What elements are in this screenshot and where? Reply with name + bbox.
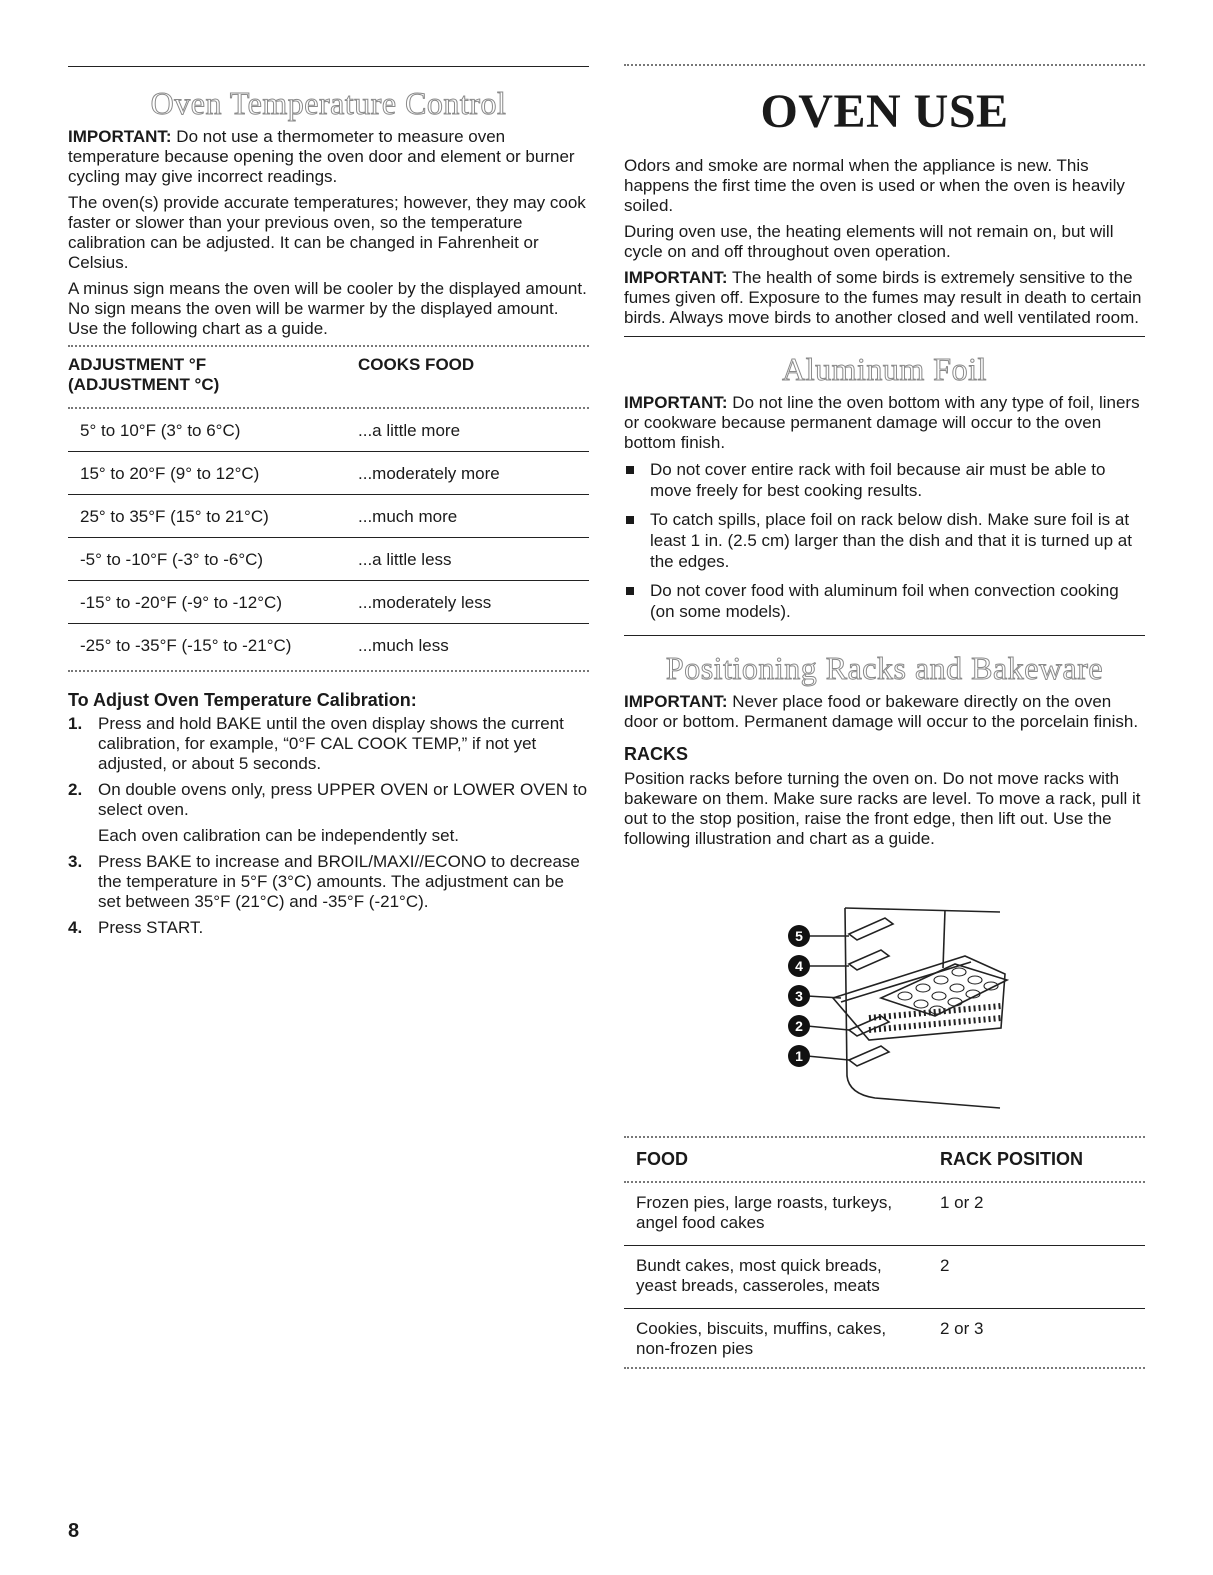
adjustment-cell: 25° to 35°F (15° to 21°C): [80, 507, 269, 526]
rack-number-label: 3: [795, 988, 803, 1004]
adjustment-header-f: ADJUSTMENT °F: [68, 355, 207, 374]
rack-number-label: 5: [795, 928, 803, 944]
food-header: FOOD: [636, 1149, 688, 1169]
food-line: non-frozen pies: [636, 1339, 754, 1358]
rack-number-label: 1: [795, 1048, 803, 1064]
foil-bullet: [624, 580, 1145, 622]
important-note: [68, 127, 589, 187]
calibration-table-body: [68, 409, 589, 656]
bullet-text: To catch spills, place foil on rack below dish. Make sure foil is at least 1 in. (2.5 cm) larger than the dish and that it is turned up at the edges.: [650, 510, 1132, 571]
food-cell: [636, 1319, 940, 1359]
cooks-food-cell: ...moderately less: [358, 593, 492, 612]
racks-important: [624, 692, 1145, 732]
adjustment-cell: -5° to -10°F (-3° to -6°C): [80, 550, 264, 569]
cooks-food-cell: ...a little more: [358, 421, 461, 440]
cooks-food-cell: ...moderately more: [358, 464, 500, 483]
important-label: IMPORTANT:: [624, 692, 728, 711]
calibration-step: [68, 826, 589, 846]
adjustment-cell: -15° to -20°F (-9° to -12°C): [80, 593, 282, 612]
rack-table-row: [624, 1183, 1145, 1233]
foil-bullet-list: [624, 459, 1145, 622]
top-rule: [68, 66, 589, 67]
racks-heading: RACKS: [624, 744, 689, 764]
important-birds: [624, 268, 1145, 328]
important-label: IMPORTANT:: [624, 268, 728, 287]
step-number: 2.: [68, 780, 83, 799]
oven-top-edge: [845, 908, 1000, 912]
rack-table-bottom-divider: [624, 1367, 1145, 1369]
food-line: Cookies, biscuits, muffins, cakes,: [636, 1319, 887, 1338]
section-title-aluminum-foil: Aluminum Foil: [782, 351, 987, 387]
food-line: angel food cakes: [636, 1213, 765, 1232]
right-column: [624, 64, 1145, 849]
bullet-square-icon: [626, 516, 634, 524]
calibration-table-header: [68, 347, 589, 395]
rack-position-cell: 2 or 3: [940, 1319, 984, 1338]
adjustment-cell: -25° to -35°F (-15° to -21°C): [80, 636, 292, 655]
top-rule-dotted: [624, 64, 1145, 66]
rack-position-cell: 2: [940, 1256, 950, 1275]
page-title: OVEN USE: [760, 85, 1009, 138]
rack-3-grid-front: [869, 1018, 1001, 1030]
rack-guide-5: [849, 918, 893, 940]
left-column: [68, 66, 589, 938]
section-title-temperature-control: Oven Temperature Control: [150, 85, 507, 121]
step-text: Each oven calibration can be independently set.: [98, 826, 460, 845]
food-line: yeast breads, casseroles, meats: [636, 1276, 880, 1295]
oven-back-corner: [943, 910, 945, 968]
calibration-row: [68, 451, 589, 484]
rack-number-label: 2: [795, 1018, 803, 1034]
step-text: Press START.: [98, 918, 204, 937]
step-number: 3.: [68, 852, 83, 871]
step-text: Press and hold BAKE until the oven display shows the current calibration, for example, “0°F CAL COOK TEMP,” if not yet adjusted, or about 5 seconds.: [98, 714, 564, 773]
calibration-row: [68, 623, 589, 656]
adjustment-header-c: (ADJUSTMENT °C): [68, 375, 220, 394]
cooks-food-cell: ...much more: [358, 507, 458, 526]
important-text: Do not line the oven bottom with any type of foil, liners or cookware because permanent damage will occur to the oven bottom finish.: [624, 393, 1140, 452]
rack-table-row: [624, 1245, 1145, 1296]
food-cell: [636, 1193, 940, 1233]
cooks-food-cell: ...a little less: [358, 550, 452, 569]
adjustment-cell: 5° to 10°F (3° to 6°C): [80, 421, 241, 440]
calibration-steps: [68, 714, 589, 938]
section-title-positioning-racks: Positioning Racks and Bakeware: [665, 650, 1104, 686]
cookies: [898, 968, 998, 1014]
calibration-row: [68, 409, 589, 441]
step-number: 4.: [68, 918, 83, 937]
intro-heating: During oven use, the heating elements will not remain on, but will cycle on and off throughout oven operation.: [624, 222, 1114, 261]
step-text: Press BAKE to increase and BROIL/MAXI//ECONO to decrease the temperature in 5°F (3°C) amounts. The adjustment can be set between 35°F (21°C) and -35°F (-21°C).: [98, 852, 580, 911]
cooks-food-cell: ...much less: [358, 636, 449, 655]
racks-rule: [624, 635, 1145, 636]
foil-rule: [624, 336, 1145, 337]
bullet-text: Do not cover entire rack with foil because air must be able to move freely for best cooking results.: [650, 460, 1106, 500]
bullet-square-icon: [626, 587, 634, 595]
food-line: Frozen pies, large roasts, turkeys,: [636, 1193, 893, 1212]
intro-odors: Odors and smoke are normal when the appliance is new. This happens the first time the oven is used or when the oven is heavily soiled.: [624, 156, 1125, 215]
cooks-food-header: COOKS FOOD: [358, 355, 475, 374]
adjust-calibration-heading: To Adjust Oven Temperature Calibration:: [68, 690, 417, 710]
step-text: On double ovens only, press UPPER OVEN or LOWER OVEN to select oven.: [98, 780, 588, 819]
rack-table-row: [624, 1308, 1145, 1359]
leader-2: [807, 1026, 849, 1030]
leader-1: [807, 1056, 849, 1060]
foil-bullet: [624, 509, 1145, 572]
calibration-step: [68, 780, 589, 820]
important-text: Do not use a thermometer to measure oven temperature because opening the oven door and element or burner cycling may give incorrect readings.: [68, 127, 575, 186]
rack-position-header: RACK POSITION: [940, 1149, 1084, 1169]
rack-guide-2: [849, 1016, 889, 1036]
foil-important: [624, 393, 1145, 453]
adjustment-header: [68, 355, 358, 395]
calibration-step: [68, 714, 589, 774]
paragraph-minus-sign: A minus sign means the oven will be cooler by the displayed amount. No sign means the oven will be warmer by the displayed amount. Use the following chart as a guide.: [68, 279, 587, 338]
bullet-square-icon: [626, 466, 634, 474]
food-line: Bundt cakes, most quick breads,: [636, 1256, 882, 1275]
foil-bullet: [624, 459, 1145, 501]
paragraph-accuracy: The oven(s) provide accurate temperatures; however, they may cook faster or slower than your previous oven, so the temperature calibration can be adjusted. It can be changed in Fahrenheit or Celsius.: [68, 193, 586, 272]
step-number: 1.: [68, 714, 83, 733]
calibration-row: [68, 580, 589, 613]
rack-position-table: [624, 1136, 1145, 1369]
food-cell: [636, 1256, 940, 1296]
important-label: IMPORTANT:: [68, 127, 172, 146]
adjustment-cell: 15° to 20°F (9° to 12°C): [80, 464, 260, 483]
table-bottom-divider: [68, 670, 589, 672]
rack-illustration: [785, 898, 1010, 1113]
important-label: IMPORTANT:: [624, 393, 728, 412]
rack-table-body: [624, 1183, 1145, 1359]
calibration-step: [68, 852, 589, 912]
rack-position-numbers: [788, 925, 810, 1067]
bullet-text: Do not cover food with aluminum foil when convection cooking (on some models).: [650, 581, 1119, 621]
important-text: Never place food or bakeware directly on the oven door or bottom. Permanent damage will occur to the porcelain finish.: [624, 692, 1139, 731]
rack-position-cell: 1 or 2: [940, 1193, 984, 1212]
rack-number-label: 4: [795, 958, 803, 974]
rack-guide-4: [849, 950, 889, 970]
step-number: [68, 826, 98, 846]
rack-guide-1: [849, 1046, 889, 1066]
important-text: The health of some birds is extremely sensitive to the fumes given off. Exposure to the fumes may result in death to certain birds. Always move birds to another closed and well ventilated room.: [624, 268, 1142, 327]
calibration-row: [68, 494, 589, 527]
rack-table-header: [624, 1138, 1145, 1169]
racks-instructions: Position racks before turning the oven on. Do not move racks with bakeware on them. Make sure racks are level. To move a rack, pull it out to the stop position, raise the front edge, then lift out. Use the following illustration and chart as a guide.: [624, 769, 1141, 848]
calibration-row: [68, 537, 589, 570]
calibration-step: [68, 918, 589, 938]
page-number: 8: [68, 1520, 80, 1542]
